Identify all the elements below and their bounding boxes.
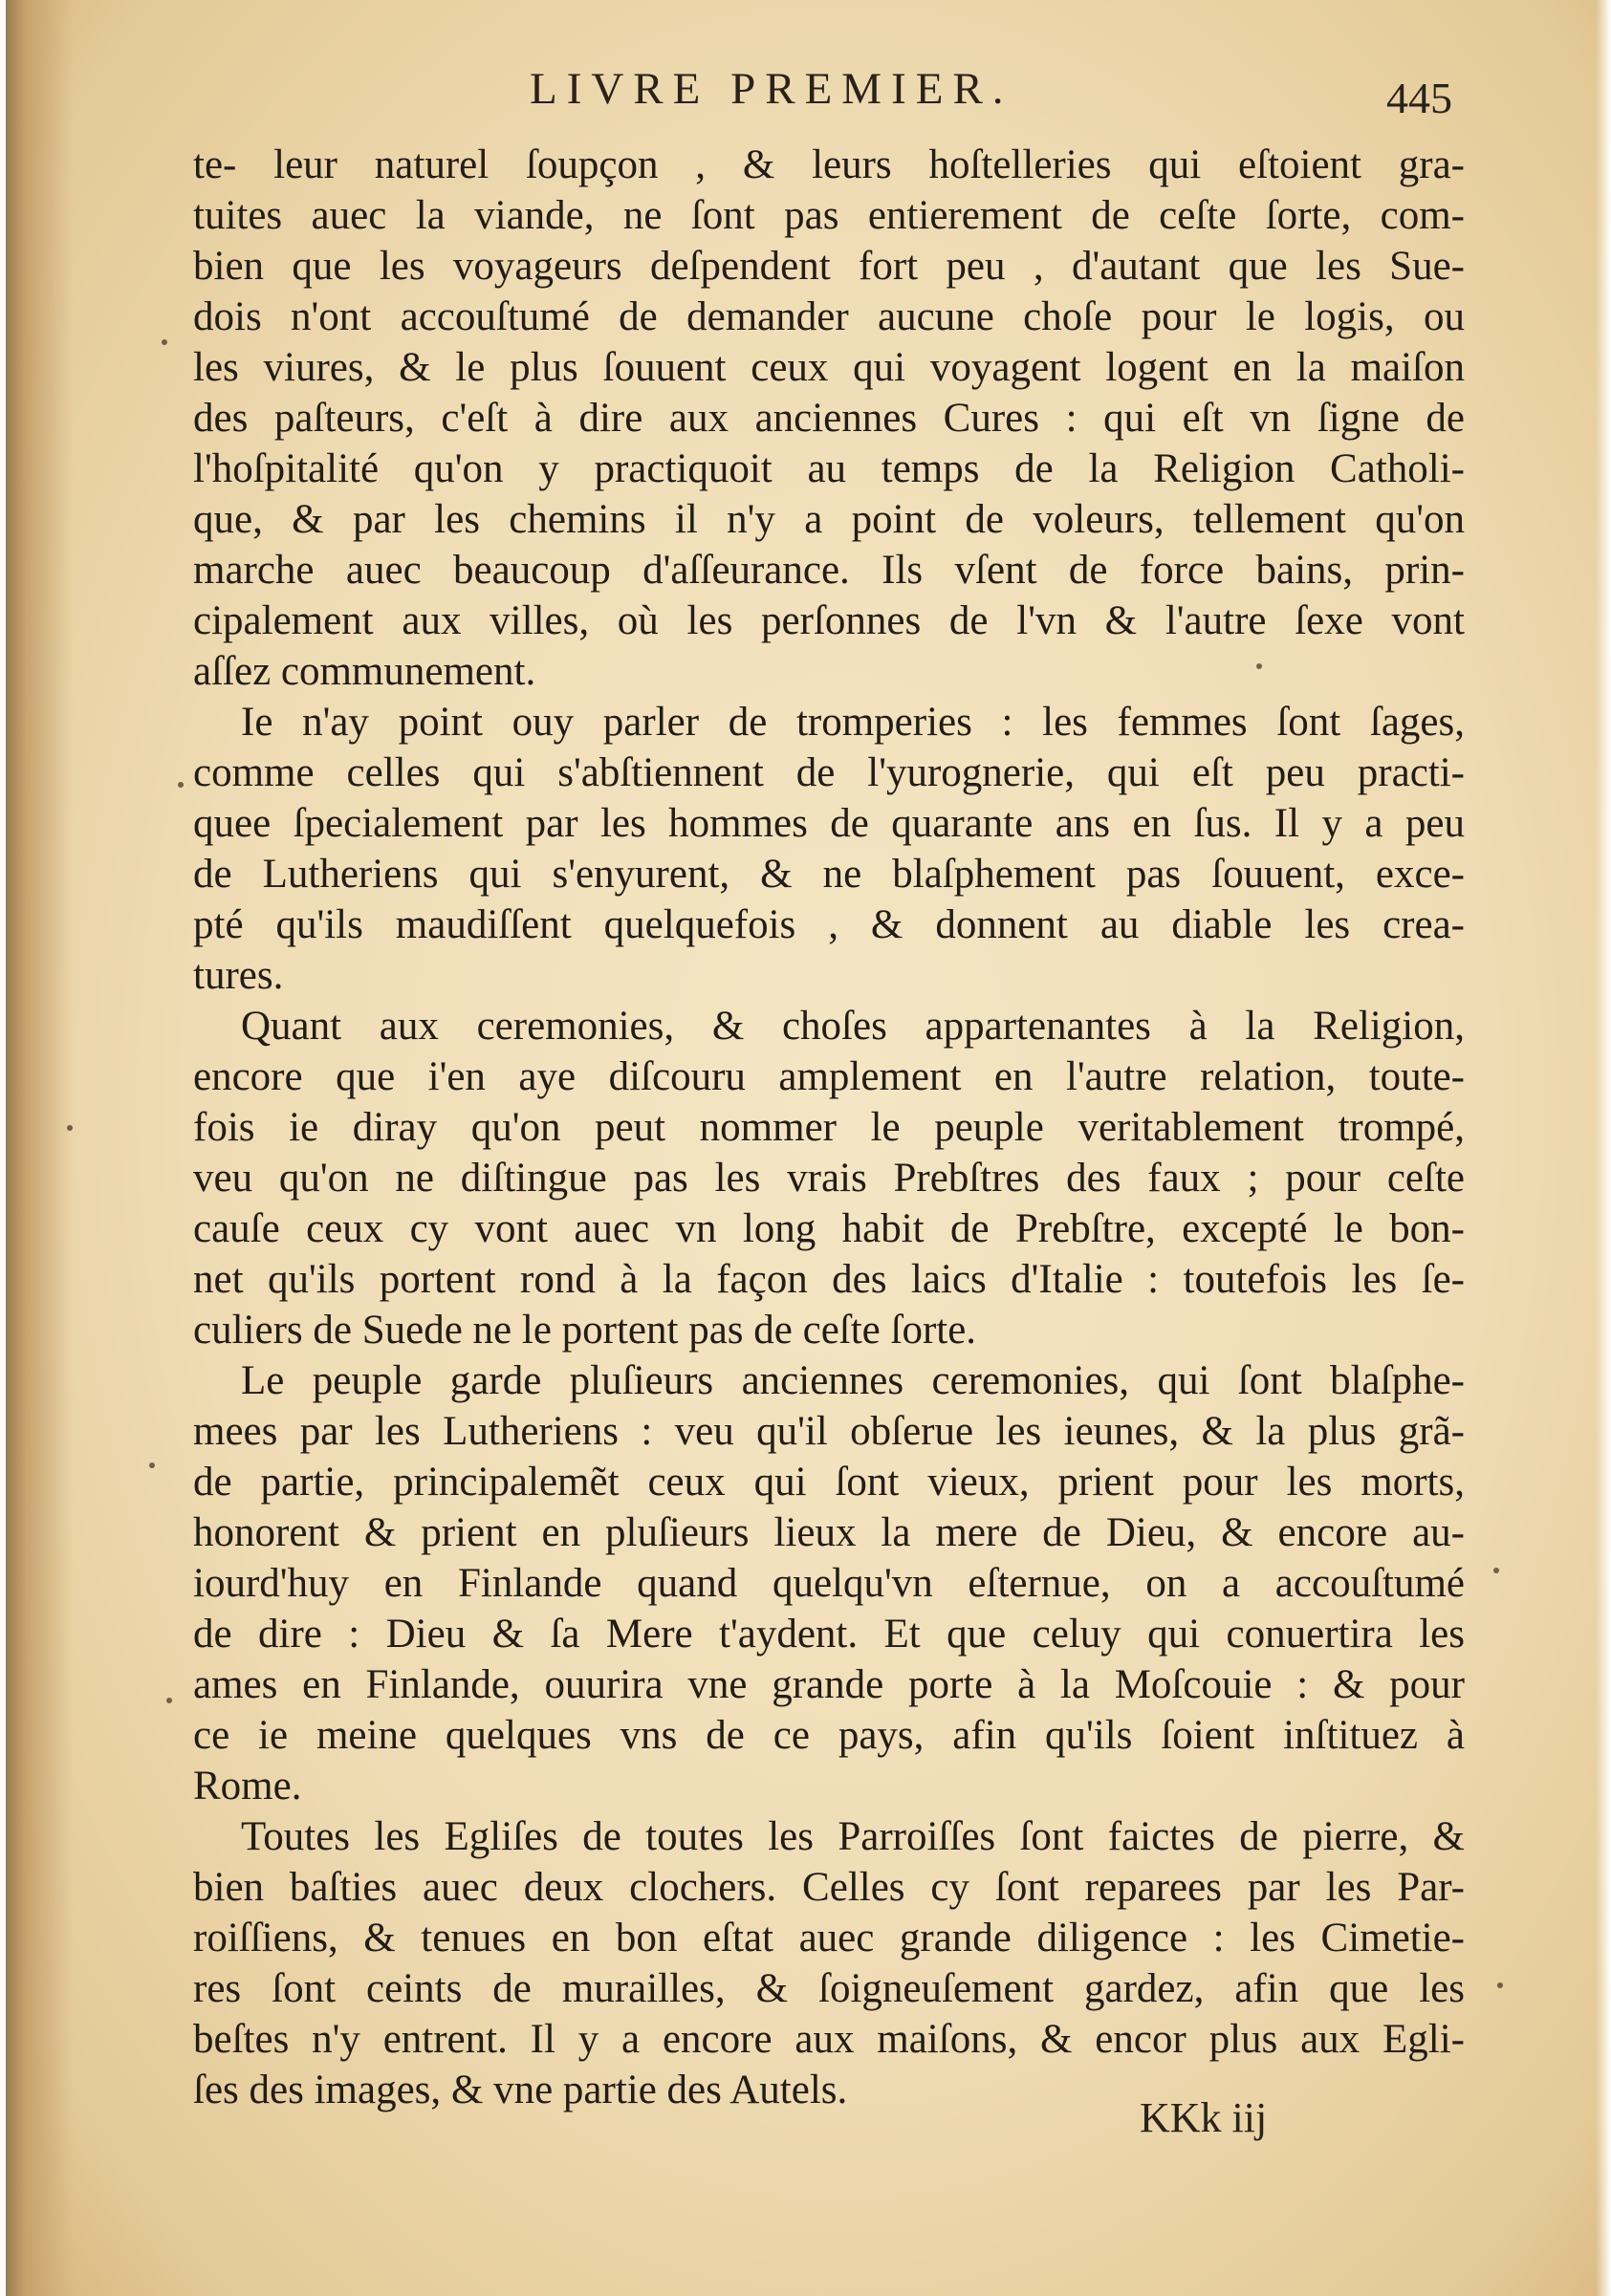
text-line: tuites auec la viande, ne ſont pas entierement de ceſte ſorte, com-: [193, 193, 1465, 238]
text-line: cipalement aux villes, où les perſonnes de l'vn & l'autre ſexe vont: [193, 598, 1465, 643]
text-line: pté qu'ils maudiſſent quelquefois , & donnent au diable les crea-: [193, 902, 1465, 947]
text-line: bien baſties auec deux clochers. Celles cy ſont reparees par les Par-: [193, 1865, 1465, 1910]
text-line: Quant aux ceremonies, & choſes appartenantes à la Religion,: [241, 1004, 1465, 1049]
text-line: cauſe ceux cy vont auec vn long habit de Prebſtre, excepté le bon-: [193, 1206, 1465, 1251]
text-line: des paſteurs, c'eſt à dire aux anciennes Cures : qui eſt vn ſigne de: [193, 396, 1465, 441]
text-line: comme celles qui s'abſtiennent de l'yurognerie, qui eſt peu practi-: [193, 750, 1465, 795]
text-line: net qu'ils portent rond à la façon des laics d'Italie : toutefois les ſe-: [193, 1257, 1465, 1302]
text-line: fois ie diray qu'on peut nommer le peuple veritablement trompé,: [193, 1105, 1465, 1150]
text-line: ames en Finlande, ouurira vne grande porte à la Moſcouie : & pour: [193, 1662, 1465, 1707]
text-line: Ie n'ay point ouy parler de tromperies : les femmes ſont ſages,: [241, 700, 1465, 745]
running-head: LIVRE PREMIER.: [530, 64, 1013, 114]
text-line: ſes des images, & vne partie des Autels.: [193, 2068, 848, 2112]
text-line: ce ie meine quelques vns de ce pays, afin qu'ils ſoient inſtituez à: [193, 1713, 1465, 1758]
text-line: dois n'ont accouſtumé de demander aucune choſe pour le logis, ou: [193, 294, 1465, 339]
text-line: marche auec beaucoup d'aſſeurance. Ils vſent de force bains, prin-: [193, 548, 1465, 593]
binding-shadow: [6, 0, 73, 2296]
text-line: quee ſpecialement par les hommes de quarante ans en ſus. Il y a peu: [193, 801, 1465, 846]
book-page: [6, 0, 1611, 2296]
text-line: de partie, principalemẽt ceux qui ſont vieux, prient pour les morts,: [193, 1460, 1465, 1505]
text-line: honorent & prient en pluſieurs lieux la mere de Dieu, & encore au-: [193, 1510, 1465, 1555]
text-line: mees par les Lutheriens : veu qu'il obſerue les ieunes, & la plus grã-: [193, 1409, 1465, 1454]
text-line: Le peuple garde pluſieurs anciennes ceremonies, qui ſont blaſphe-: [241, 1358, 1465, 1403]
text-line: de Lutheriens qui s'enyurent, & ne blaſphement pas ſouuent, exce-: [193, 852, 1465, 897]
ink-speck: [1497, 1982, 1503, 1988]
page-number: 445: [1386, 74, 1452, 122]
text-line: veu qu'on ne diſtingue pas les vrais Prebſtres des faux ; pour ceſte: [193, 1156, 1465, 1201]
text-line: culiers de Suede ne le portent pas de ceſte ſorte.: [193, 1308, 977, 1353]
ink-speck: [1493, 1568, 1499, 1573]
text-line: encore que i'en aye diſcouru amplement en l'autre relation, toute-: [193, 1054, 1465, 1099]
ink-speck: [162, 339, 167, 345]
text-line: l'hoſpitalité qu'on y practiquoit au temps de la Religion Catholi-: [193, 446, 1465, 491]
text-line: tures.: [193, 953, 284, 998]
text-line: roiſſiens, & tenues en bon eſtat auec grande diligence : les Cimetie-: [193, 1916, 1465, 1960]
text-line: res ſont ceints de murailles, & ſoigneuſement gardez, afin que les: [193, 1966, 1465, 2011]
text-line: de dire : Dieu & ſa Mere t'aydent. Et que celuy qui conuertira les: [193, 1612, 1465, 1657]
text-line: aſſez communement.: [193, 649, 536, 694]
ink-speck: [67, 1125, 73, 1131]
text-line: les viures, & le plus ſouuent ceux qui voyagent logent en la maiſon: [193, 345, 1465, 390]
text-line: te- leur naturel ſoupçon , & leurs hoſtelleries qui eſtoient gra-: [193, 142, 1465, 187]
text-line: beſtes n'y entrent. Il y a encore aux maiſons, & encor plus aux Egli-: [193, 2017, 1465, 2062]
ink-speck: [166, 1698, 172, 1703]
text-line: bien que les voyageurs deſpendent fort peu , d'autant que les Sue-: [193, 244, 1465, 289]
signature-mark: KKk iij: [1140, 2094, 1268, 2141]
ink-speck: [1256, 663, 1262, 669]
body-text: [193, 140, 1465, 2115]
text-line: Toutes les Egliſes de toutes les Parroiſſes ſont faictes de pierre, &: [241, 1814, 1465, 1859]
text-line: Rome.: [193, 1764, 302, 1809]
text-line: que, & par les chemins il n'y a point de voleurs, tellement qu'on: [193, 497, 1465, 542]
ink-speck: [149, 1462, 155, 1468]
text-line: iourd'huy en Finlande quand quelqu'vn eſternue, on a accouſtumé: [193, 1561, 1465, 1606]
page-edge: [1596, 0, 1611, 2296]
ink-speck: [178, 782, 184, 788]
